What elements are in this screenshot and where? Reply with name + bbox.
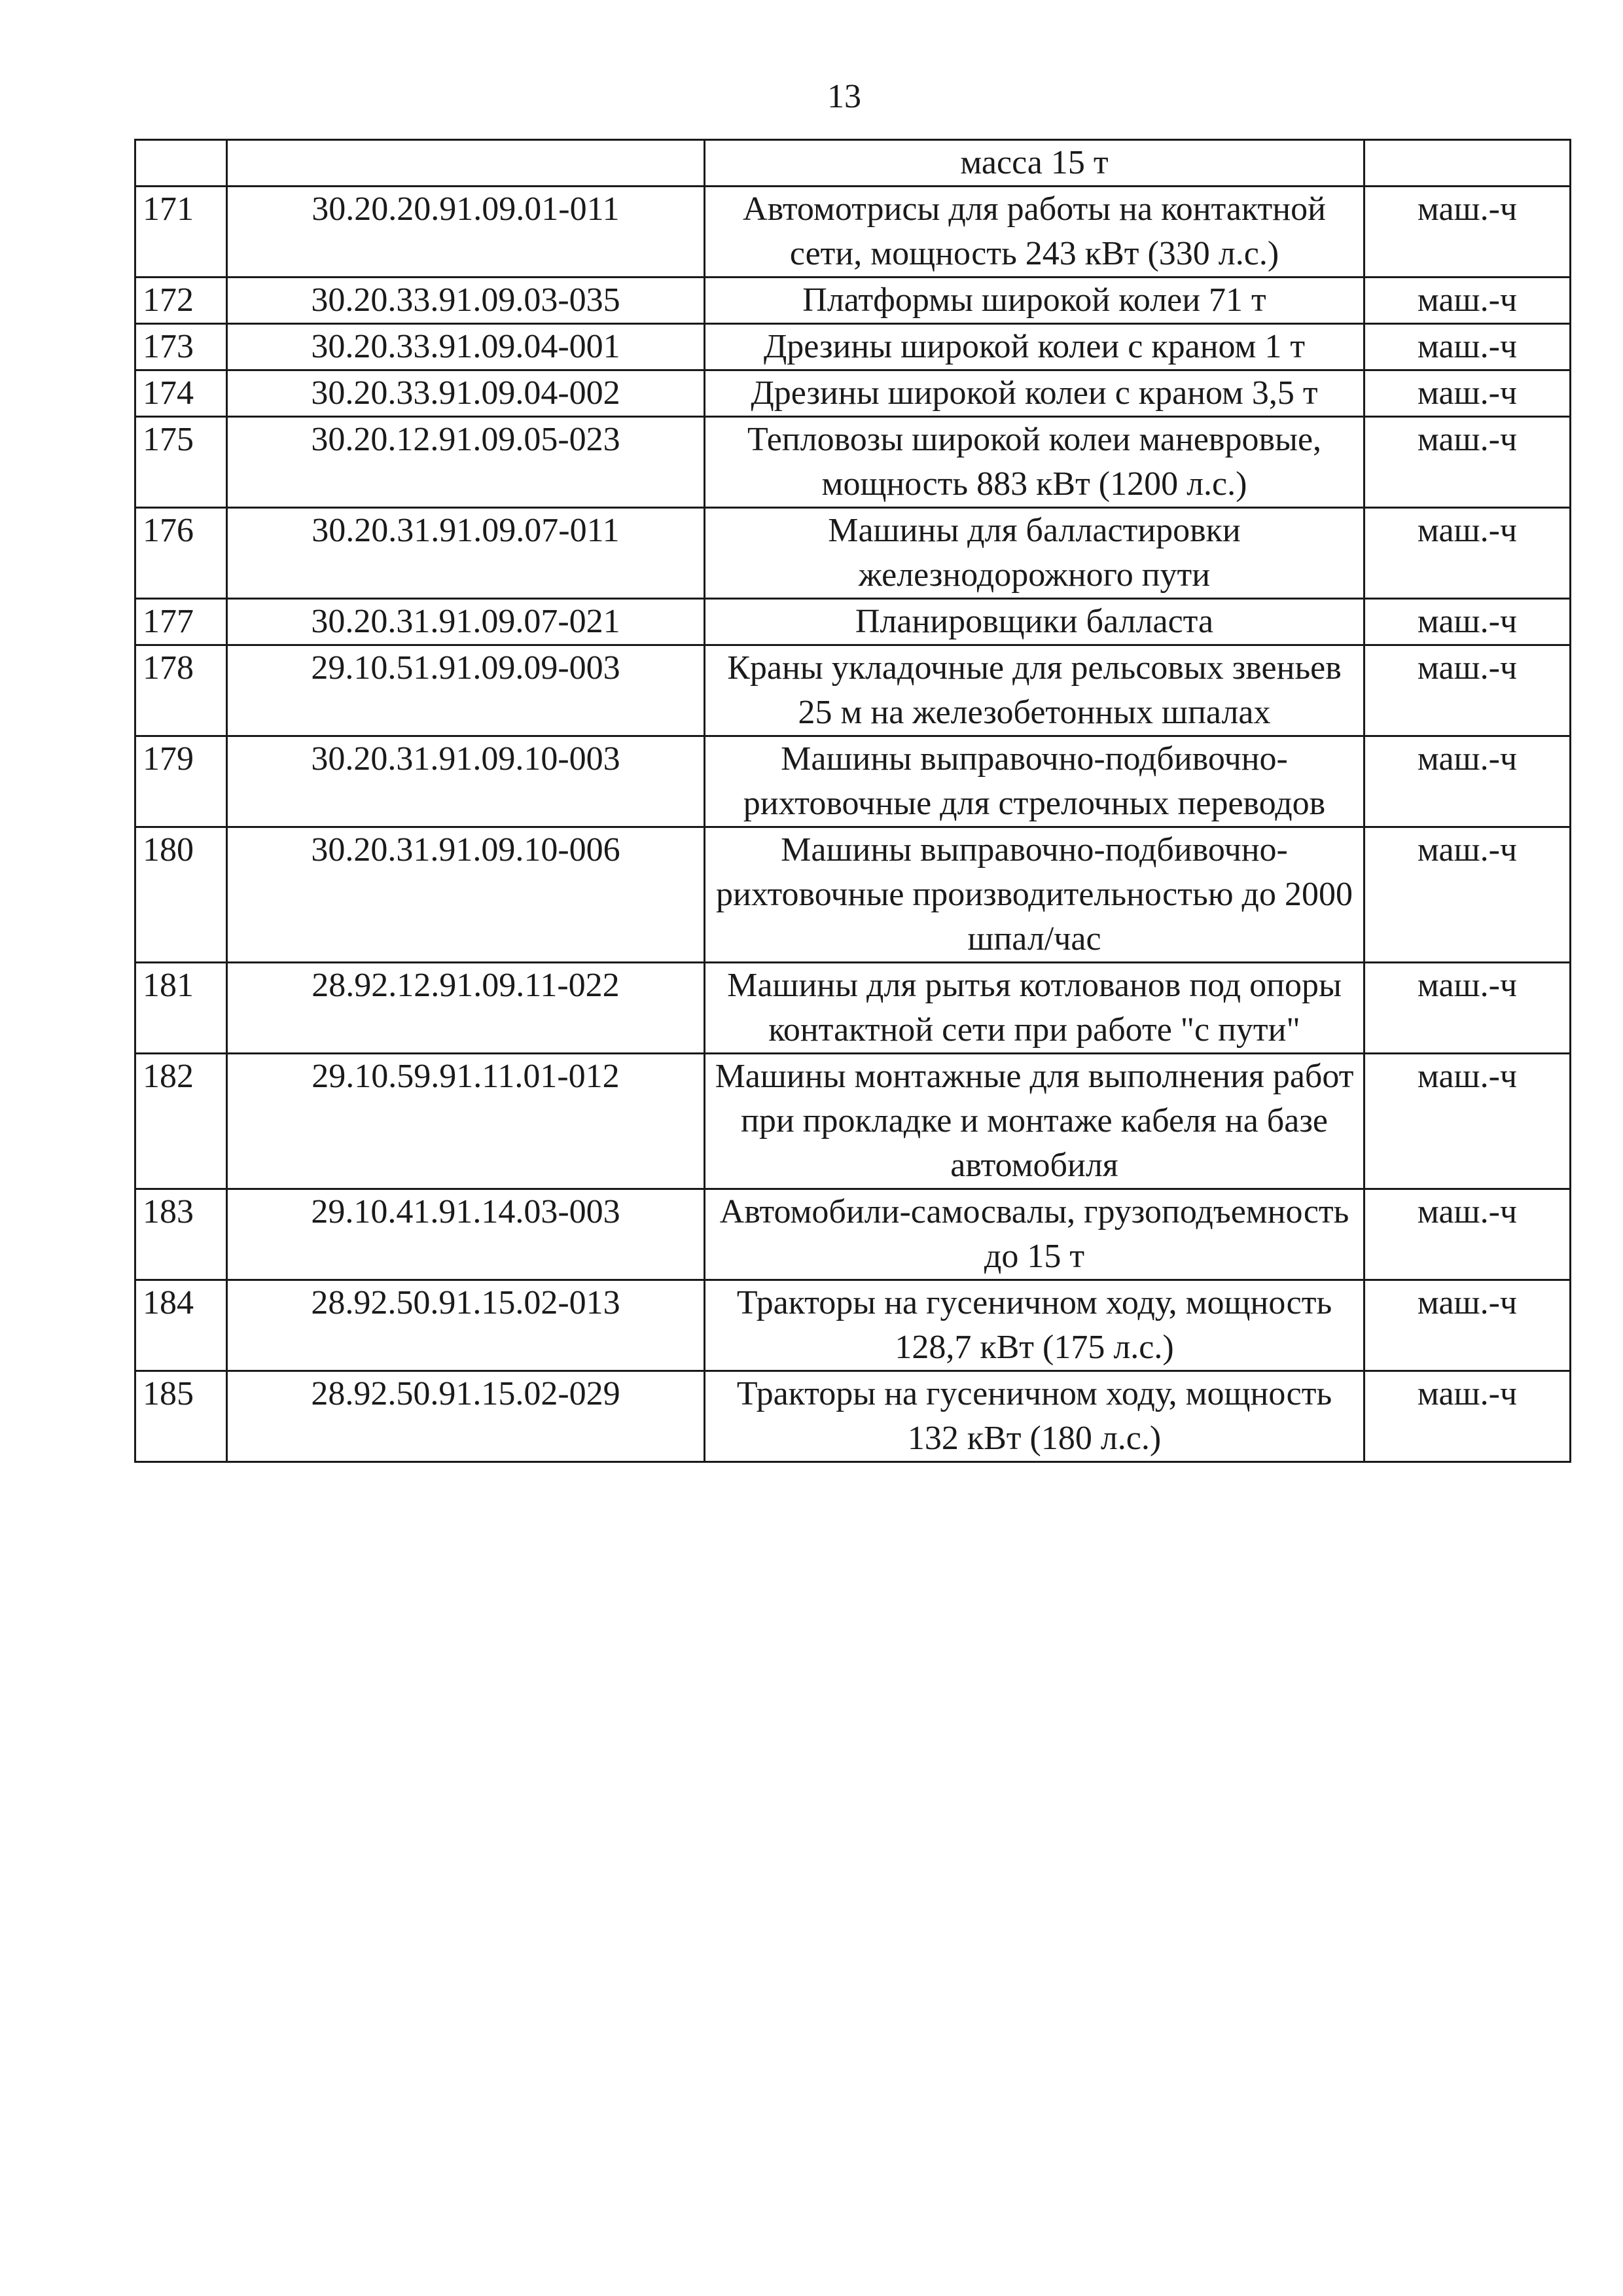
- resource-name-cell: Тепловозы широкой колеи маневровые, мощность 883 кВт (1200 л.с.): [705, 417, 1364, 508]
- resource-name-cell: масса 15 т: [705, 140, 1364, 187]
- row-number-cell: 175: [135, 417, 227, 508]
- table-row: [135, 278, 1571, 324]
- unit-cell: маш.-ч: [1364, 963, 1571, 1054]
- resource-code-cell: 30.20.20.91.09.01-011: [227, 187, 705, 278]
- table-row: [135, 963, 1571, 1054]
- row-number-cell: 184: [135, 1280, 227, 1371]
- row-number-cell: 177: [135, 599, 227, 645]
- unit-cell: маш.-ч: [1364, 599, 1571, 645]
- resource-name-cell: Автомобили-самосвалы, грузоподъемность до 15 т: [705, 1189, 1364, 1280]
- resource-name-cell: Тракторы на гусеничном ходу, мощность 132 кВт (180 л.с.): [705, 1371, 1364, 1462]
- unit-cell: маш.-ч: [1364, 187, 1571, 278]
- row-number-cell: 185: [135, 1371, 227, 1462]
- resource-code-cell: 30.20.31.91.09.10-006: [227, 827, 705, 963]
- resource-name-cell: Дрезины широкой колеи с краном 3,5 т: [705, 370, 1364, 417]
- resource-name-cell: Платформы широкой колеи 71 т: [705, 278, 1364, 324]
- table-row: [135, 827, 1571, 963]
- unit-cell: маш.-ч: [1364, 827, 1571, 963]
- unit-cell: маш.-ч: [1364, 645, 1571, 736]
- table-row: [135, 1189, 1571, 1280]
- row-number-cell: 179: [135, 736, 227, 827]
- unit-cell: маш.-ч: [1364, 417, 1571, 508]
- resource-code-cell: 30.20.33.91.09.04-001: [227, 324, 705, 370]
- row-number-cell: 172: [135, 278, 227, 324]
- unit-cell: маш.-ч: [1364, 1054, 1571, 1189]
- resource-code-cell: 30.20.31.91.09.10-003: [227, 736, 705, 827]
- resource-code-cell: 29.10.41.91.14.03-003: [227, 1189, 705, 1280]
- row-number-cell: 181: [135, 963, 227, 1054]
- row-number-cell: 171: [135, 187, 227, 278]
- row-number-cell: 180: [135, 827, 227, 963]
- table-row: [135, 736, 1571, 827]
- unit-cell: маш.-ч: [1364, 736, 1571, 827]
- page-number: 13: [827, 78, 861, 115]
- table-row: [135, 187, 1571, 278]
- unit-cell: маш.-ч: [1364, 1280, 1571, 1371]
- unit-cell: маш.-ч: [1364, 1371, 1571, 1462]
- unit-cell: маш.-ч: [1364, 370, 1571, 417]
- row-number-cell: 174: [135, 370, 227, 417]
- resource-code-cell: 30.20.33.91.09.04-002: [227, 370, 705, 417]
- row-number-cell: [135, 140, 227, 187]
- unit-cell: маш.-ч: [1364, 278, 1571, 324]
- resource-name-cell: Дрезины широкой колеи с краном 1 т: [705, 324, 1364, 370]
- resource-name-cell: Машины для рытья котлованов под опоры контактной сети при работе "с пути": [705, 963, 1364, 1054]
- row-number-cell: 178: [135, 645, 227, 736]
- resource-name-cell: Машины выправочно-подбивочно-рихтовочные производительностью до 2000 шпал/час: [705, 827, 1364, 963]
- table-row: [135, 1054, 1571, 1189]
- unit-cell: маш.-ч: [1364, 508, 1571, 599]
- resource-name-cell: Машины выправочно-подбивочно-рихтовочные для стрелочных переводов: [705, 736, 1364, 827]
- resource-name-cell: Машины для балластировки железнодорожного пути: [705, 508, 1364, 599]
- resource-code-cell: 30.20.12.91.09.05-023: [227, 417, 705, 508]
- resource-code-cell: 28.92.50.91.15.02-013: [227, 1280, 705, 1371]
- table-row: [135, 1280, 1571, 1371]
- resource-name-cell: Машины монтажные для выполнения работ при прокладке и монтаже кабеля на базе автомобиля: [705, 1054, 1364, 1189]
- row-number-cell: 173: [135, 324, 227, 370]
- resource-name-cell: Планировщики балласта: [705, 599, 1364, 645]
- resource-code-cell: [227, 140, 705, 187]
- resource-code-cell: 29.10.51.91.09.09-003: [227, 645, 705, 736]
- row-number-cell: 176: [135, 508, 227, 599]
- table-row: [135, 417, 1571, 508]
- continuation-row: [135, 140, 1571, 187]
- resource-code-cell: 29.10.59.91.11.01-012: [227, 1054, 705, 1189]
- table-row: [135, 1371, 1571, 1462]
- table-row: [135, 324, 1571, 370]
- row-number-cell: 182: [135, 1054, 227, 1189]
- resource-code-cell: 30.20.31.91.09.07-021: [227, 599, 705, 645]
- machinery-table: [134, 139, 1571, 1463]
- resource-name-cell: Автомотрисы для работы на контактной сети, мощность 243 кВт (330 л.с.): [705, 187, 1364, 278]
- unit-cell: маш.-ч: [1364, 1189, 1571, 1280]
- row-number-cell: 183: [135, 1189, 227, 1280]
- unit-cell: [1364, 140, 1571, 187]
- resource-name-cell: Краны укладочные для рельсовых звеньев 25 м на железобетонных шпалах: [705, 645, 1364, 736]
- resource-code-cell: 28.92.12.91.09.11-022: [227, 963, 705, 1054]
- resource-name-cell: Тракторы на гусеничном ходу, мощность 128,7 кВт (175 л.с.): [705, 1280, 1364, 1371]
- table-row: [135, 645, 1571, 736]
- unit-cell: маш.-ч: [1364, 324, 1571, 370]
- resource-code-cell: 30.20.33.91.09.03-035: [227, 278, 705, 324]
- resource-code-cell: 28.92.50.91.15.02-029: [227, 1371, 705, 1462]
- resource-code-cell: 30.20.31.91.09.07-011: [227, 508, 705, 599]
- table-row: [135, 508, 1571, 599]
- table-row: [135, 599, 1571, 645]
- table-body: [135, 140, 1571, 1462]
- table-row: [135, 370, 1571, 417]
